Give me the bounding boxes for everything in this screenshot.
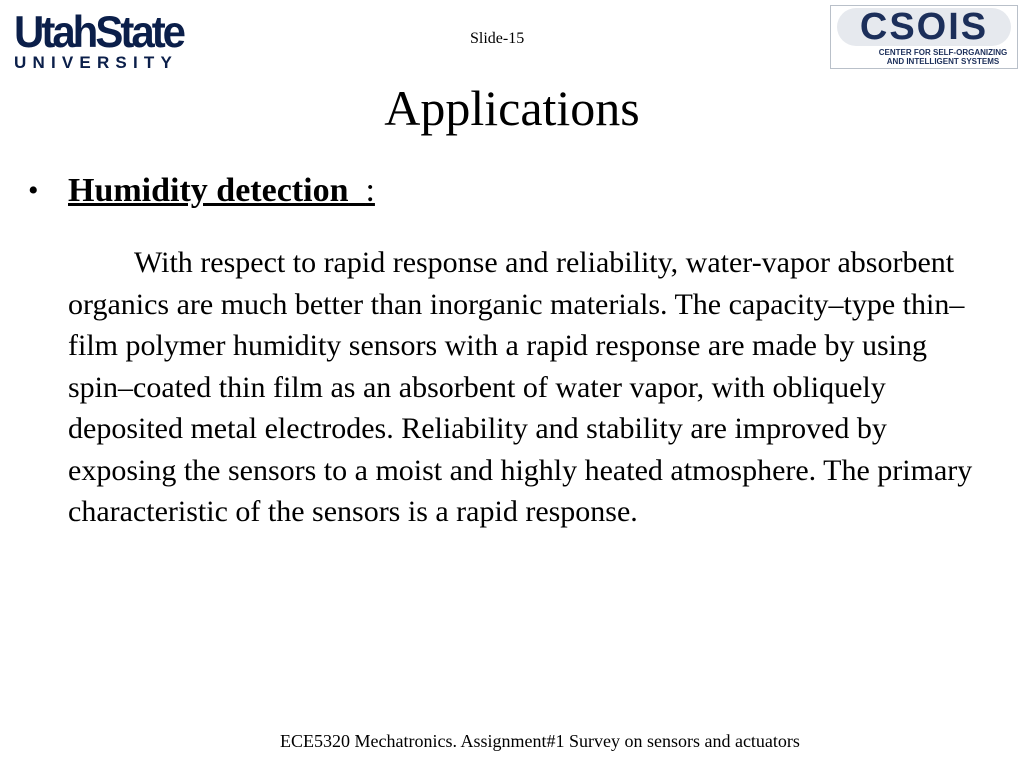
bullet-marker: • [28,174,39,207]
slide-title: Applications [384,80,640,136]
bullet-colon-char: : [365,172,375,209]
csois-logo-subtitle-line2: AND INTELLIGENT SYSTEMS [886,57,1000,66]
slide-number: Slide-15 [470,30,525,47]
csois-logo-subtitle-line1: CENTER FOR SELF-ORGANIZING [878,48,1008,57]
usu-logo-university: UNIVERSITY [14,53,179,72]
footer-text: ECE5320 Mechatronics. Assignment#1 Survey on sensors and actuators [280,731,800,751]
csois-logo-wordmark: CSOIS [837,8,1011,46]
bullet-colon [348,172,374,209]
bullet-heading: Humidity detection [68,172,349,209]
csois-logo-subtitle [871,48,1015,66]
usu-logo-wordmark: UtahState [14,6,184,57]
bullet-heading-row [28,170,375,212]
utah-state-university-logo [14,6,200,72]
csois-logo [830,5,1018,69]
body-paragraph: With respect to rapid response and reliability, water-vapor absorbent organics are much better than inorganic materials. The capacity–type thin–film polymer humidity sensors with a rapid response are made by using spin–coated thin film as an absorbent of water vapor, with obliquely deposited metal electrodes. Reliability and stability are improved by exposing the sensors to a moist and highly heated atmosphere. The primary characteristic of the sensors is a rapid response. [68,246,973,528]
